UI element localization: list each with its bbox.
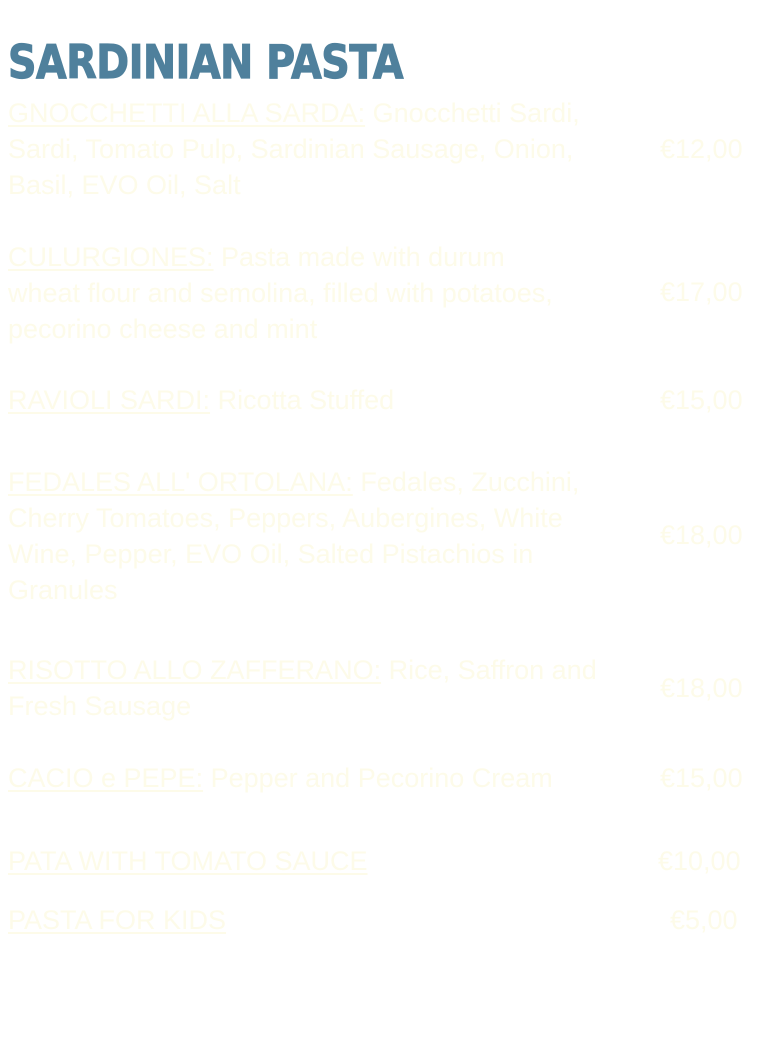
menu-item-price: €10,00 — [658, 846, 741, 876]
menu-item-price: €15,00 — [660, 385, 743, 415]
menu-item-ravioli — [8, 382, 630, 418]
menu-item-pata-tomato — [8, 843, 630, 879]
menu-item-gnocchetti — [8, 95, 598, 203]
menu-item-price: €12,00 — [660, 134, 743, 164]
section-title: SARDINIAN PASTA — [8, 35, 404, 89]
menu-item-price: €15,00 — [660, 763, 743, 793]
menu-item-name: CACIO e PEPE: — [8, 763, 204, 793]
menu-item-cacio-e-pepe — [8, 760, 648, 796]
menu-item-culurgiones — [8, 239, 583, 347]
menu-item-name: RAVIOLI SARDI: — [8, 385, 211, 415]
menu-item-name: CULURGIONES: — [8, 242, 214, 272]
menu-item-price: €18,00 — [660, 520, 743, 550]
menu-item-description: Fedales, Zucchini, Cherry Tomatoes, Peppers, Aubergines, White Wine, Pepper, EVO Oil, Salted Pistachios in Granules — [8, 467, 580, 605]
menu-item-name: FEDALES ALL' ORTOLANA: — [8, 467, 353, 497]
menu-item-risotto — [8, 652, 630, 724]
menu-item-name: PATA WITH TOMATO SAUCE — [8, 846, 368, 876]
menu-item-pasta-kids — [8, 902, 630, 938]
menu-item-name: RISOTTO ALLO ZAFFERANO: — [8, 655, 382, 685]
menu-item-description: Gnocchetti Sardi, Sardi, Tomato Pulp, Sardinian Sausage, Onion, Basil, EVO Oil, Salt — [8, 98, 580, 200]
menu-item-description: Pepper and Pecorino Cream — [203, 763, 553, 793]
menu-item-fedales — [8, 464, 608, 608]
menu-item-description: Pasta made with durum wheat flour and semolina, filled with potatoes, pecorino cheese and mint — [8, 242, 553, 344]
menu-item-name: GNOCCHETTI ALLA SARDA: — [8, 98, 366, 128]
menu-item-description: Rice, Saffron and Fresh Sausage — [8, 655, 597, 721]
menu-item-name: PASTA FOR KIDS — [8, 905, 227, 935]
menu-item-price: €17,00 — [660, 277, 743, 307]
menu-item-price: €18,00 — [660, 673, 743, 703]
menu-item-description: Ricotta Stuffed — [210, 385, 395, 415]
menu-item-price: €5,00 — [670, 905, 738, 935]
